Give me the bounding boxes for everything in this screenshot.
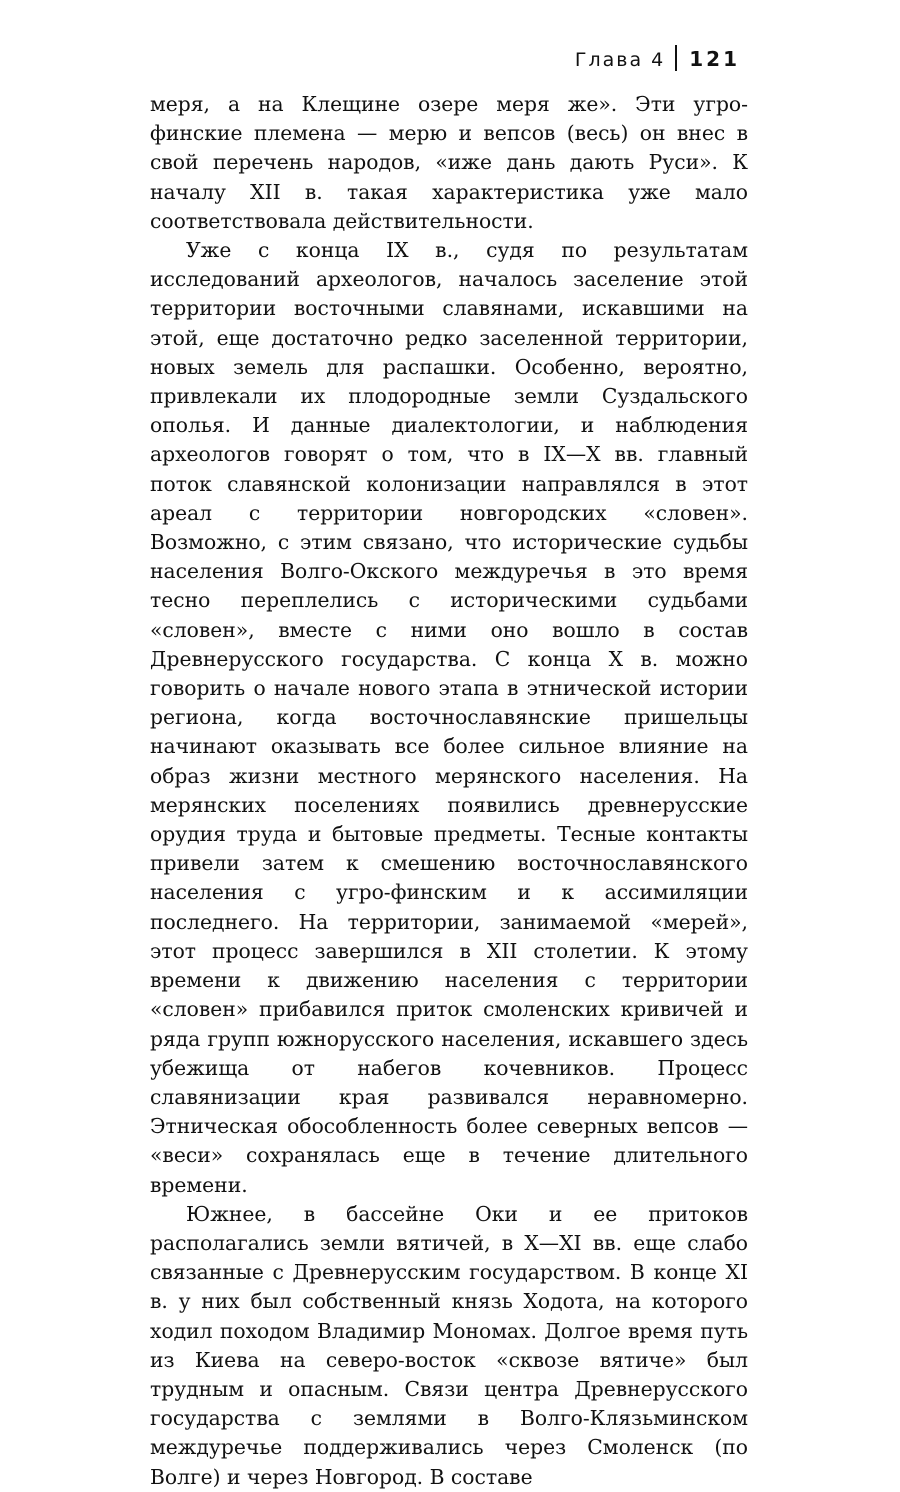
body-text [150, 90, 748, 1492]
paragraph-continued: меря, а на Клещине озере меря же». Эти угро-финские племена — мерю и вепсов (весь) он внес в свой перечень народов, «иже дань дають Руси». К началу XII в. такая характеристика уже мало соответствовала действительности. [150, 92, 748, 233]
running-head [575, 44, 740, 75]
paragraph: Южнее, в бассейне Оки и ее притоков располагались земли вятичей, в X—XI вв. еще слабо связанные с Древнерусским государством. В конце XI в. у них был собственный князь Ходота, на которого ходил походом Владимир Мономах. Долгое время путь из Киева на северо-восток «сквозе вятиче» был трудным и опасным. Связи центра Древнерусского государства с землями в Волго-Клязьминском междуречье поддерживались через Смоленск (по Волге) и через Новгород. В составе [150, 1201, 748, 1489]
chapter-label: Глава 4 [574, 49, 666, 71]
header-separator [675, 45, 677, 71]
page-number: 121 [689, 47, 740, 71]
paragraph: Уже с конца IX в., судя по результатам исследований археологов, началось заселение этой территории восточными славянами, искавшими на этой, еще достаточно редко заселенной территории, новых земель для распашки. Особенно, вероятно, привлекали их плодородные земли Суздальского ополья. И данные диалектологии, и наблюдения археологов говорят о том, что в IX—X вв. главный поток славянской колонизации направлялся в этот ареал с территории новгородских «словен». Возможно, с этим связано, что исторические судьбы населения Волго-Окского междуречья в это время тесно переплелись с историческими судьбами «словен», вместе с ними оно вошло в состав Древнерусского государства. С конца X в. можно говорить о начале нового этапа в этнической истории региона, когда восточнославянские пришельцы начинают оказывать все более сильное влияние на образ жизни местного мерянского населения. На мерянских поселениях появились древнерусские орудия труда и бытовые предметы. Тесные контакты привели затем к смешению восточнославянского населения с угро-финским и к ассимиляции последнего. На территории, занимаемой «мерей», этот процесс завершился в XII столетии. К этому времени к движению населения с территории «словен» прибавился приток смоленских кривичей и ряда групп южнорусского населения, искавшего здесь убежища от набегов кочевников. Процесс славянизации края развивался неравномерно. Этническая обособленность более северных вепсов — «веси» сохранялась еще в течение длительного времени. [150, 238, 748, 1197]
